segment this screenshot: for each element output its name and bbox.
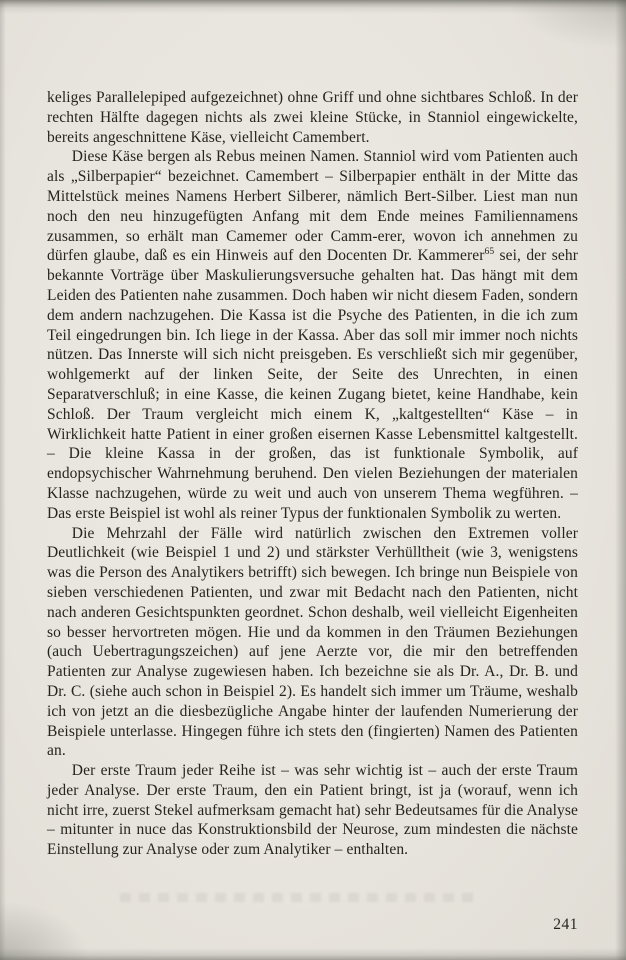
footnote-reference: 65: [484, 246, 495, 258]
paragraph-text: Diese Käse bergen als Rebus meinen Namen. Stanniol wird vom Patienten auch als „Silberpapier“ bezeichnet. Camembert – Silberpapier enthält in der Mitte das Mittelstück meines Namens Herbert Silberer, nämlich Bert-Silber. Liest man nun noch den neu hinzugefügten Anfang mit dem Ende meines Familiennamens zusammen, so erhält man Camemer oder Camm-erer, wovon ich annehmen zu dürfen glaube, daß es ein Hinweis auf den Docenten Dr. Kammerer: [47, 148, 578, 265]
paragraph: Die Mehrzahl der Fälle wird natürlich zwischen den Extremen voller Deutlichkeit (wie Beispiel 1 und 2) und stärkster Verhülltheit (wie 3, wenigstens was die Person des Analytikers betrifft) sich bewegen. Ich bringe nun Beispiele von sieben verschiedenen Patienten, und zwar mit Bedacht nach den Patienten, nicht nach anderen Gesichtspunkten geordnet. Schon deshalb, weil vielleicht Eigenheiten so besser hervortreten mögen. Hie und da kommen in den Träumen Beziehungen (auch Uebertragungszeichen) auf jene Aerzte vor, die mir den betreffenden Patienten zur Analyse zugewiesen haben. Ich bezeichne sie als Dr. A., Dr. B. und Dr. C. (siehe auch schon in Beispiel 2). Es handelt sich immer um Träume, weshalb ich von jetzt an die diesbezügliche Angabe hinter der laufenden Numerierung der Beispiele unterlasse. Hingegen führe ich stets den (fingierten) Namen des Patienten an.: [47, 524, 578, 760]
scan-corner-shadow-bottom-left: [0, 900, 90, 960]
page-number: 241: [553, 916, 578, 933]
scan-edge-right: [615, 0, 626, 960]
paragraph: [47, 147, 578, 523]
scan-edge-top: [0, 0, 626, 14]
scan-corner-shadow-top-right: [506, 0, 626, 50]
scan-edge-left: [0, 0, 6, 960]
page-body-text: [47, 88, 578, 860]
scan-edge-bottom: [0, 948, 626, 960]
paragraph: Der erste Traum jeder Reihe ist – was sehr wichtig ist – auch der erste Traum jeder Analyse. Der erste Traum, den ein Patient bringt, ist ja (worauf, wenn ich nicht irre, zuerst Stekel aufmerksam gemacht hat) sehr Bedeutsames für die Analyse – mitunter in nuce das Konstruktionsbild der Neurose, zum mindesten die nächste Einstellung zur Analyse oder zum Analytiker – enthalten.: [47, 762, 578, 859]
show-through-smudge: [120, 893, 480, 902]
paragraph: keliges Parallelepiped aufgezeichnet) ohne Griff und ohne sichtbares Schloß. In der rechten Hälfte dagegen nichts als zwei kleine Stücke, in Stanniol eingewickelte, bereits angeschnittene Käse, vielleicht Camembert.: [47, 89, 578, 146]
paragraph-text: sei, der sehr bekannte Vorträge über Maskulierungsversuche gehalten hat. Das hängt mit dem Leiden des Patienten nahe zusammen. Doch haben wir nicht diesem Faden, sondern dem andern nachzugehen. Die Kassa ist die Psyche des Patienten, in die ich zum Teil eingedrungen bin. Ich liege in der Kassa. Aber das soll mir immer noch nichts nützen. Das Innerste will sich nicht preisgeben. Es verschließt sich mir gegenüber, wohlgemerkt auf der linken Seite, der Seite des Unrechten, in einen Separatverschluß; in eine Kasse, die keinen Zugang bietet, keine Handhabe, kein Schloß. Der Traum vergleicht mich einem K, „kaltgestellten“ Käse – in Wirklichkeit hatte Patient in einer großen eisernen Kasse Lebensmittel kaltgestellt. – Die kleine Kassa in der großen, das ist funktionale Symbolik, auf endopsychischer Wahrnehmung beruhend. Den vielen Beziehungen der materialen Klasse nachzugehen, würde zu weit und auch von unserem Thema wegführen. – Das erste Beispiel ist wohl als reiner Typus der funktionalen Symbolik zu werten.: [47, 247, 578, 522]
